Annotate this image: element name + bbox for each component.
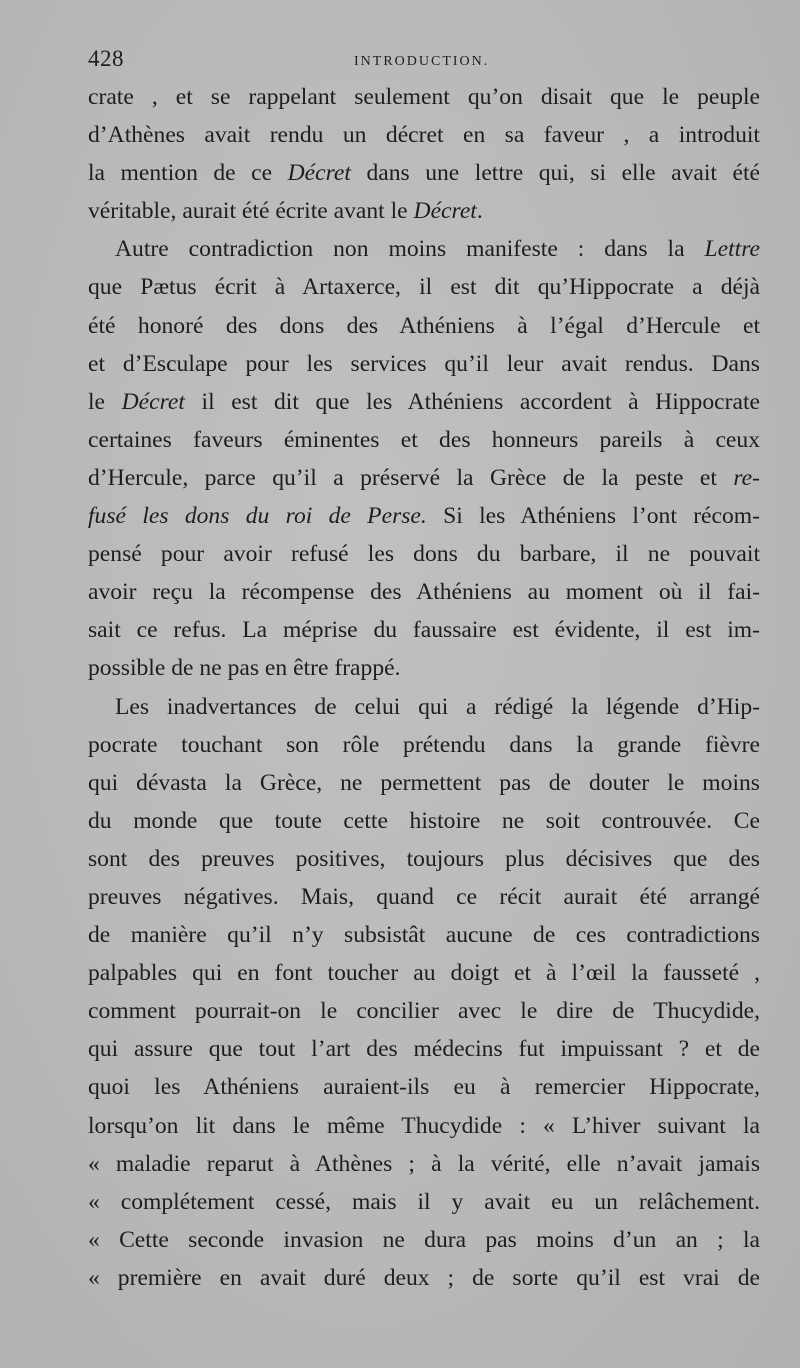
text-line: crate , et se rappelant seulement qu’on disait que le peuple [88, 84, 760, 110]
text-line: « maladie reparut à Athènes ; à la vérité, elle n’avait jamais [88, 1150, 760, 1177]
text-line: pensé pour avoir refusé les dons du barbare, il ne pouvait [88, 541, 760, 568]
text-line: lorsqu’on lit dans le même Thucydide : « L’hiver suivant la [88, 1112, 760, 1139]
text-line: d’Hercule, parce qu’il a préservé la Grèce de la peste et re- [88, 464, 760, 491]
text-line: du monde que toute cette histoire ne soit controuvée. Ce [88, 807, 760, 834]
text-line: pocrate touchant son rôle prétendu dans la grande fièvre [88, 731, 760, 758]
text-line: que Pætus écrit à Artaxerce, il est dit qu’Hippocrate a déjà [88, 274, 760, 301]
text-line: « complétement cessé, mais il y avait eu un relâchement. [88, 1188, 760, 1215]
text-line: palpables qui en font toucher au doigt et à l’œil la fausseté , [88, 960, 760, 987]
text-line: Les inadvertances de celui qui a rédigé la légende d’Hip- [115, 693, 760, 720]
text-line: preuves négatives. Mais, quand ce récit aurait été arrangé [88, 883, 760, 910]
italic-term: Décret [287, 160, 351, 187]
text-line: la mention de ce Décret dans une lettre qui, si elle avait été [88, 160, 760, 187]
italic-term: Décret [413, 198, 477, 225]
text-line: et d’Esculape pour les services qu’il leur avait rendus. Dans [88, 350, 760, 377]
text-line: fusé les dons du roi de Perse. Si les Athéniens l’ont récom- [88, 503, 760, 530]
text-line: quoi les Athéniens auraient-ils eu à remercier Hippocrate, [88, 1074, 760, 1101]
text-line: été honoré des dons des Athéniens à l’égal d’Hercule et [88, 312, 760, 339]
italic-term: Décret [121, 388, 185, 415]
running-head: INTRODUCTION. [354, 54, 490, 69]
text-line: d’Athènes avait rendu un décret en sa faveur , a introduit [88, 122, 760, 149]
body-text [88, 78, 760, 1297]
text-line: Autre contradiction non moins manifeste : dans la Lettre [115, 236, 760, 263]
text-line: sont des preuves positives, toujours plus décisives que des [88, 845, 760, 872]
text-line: le Décret il est dit que les Athéniens accordent à Hippocrate [88, 388, 760, 415]
text-line: possible de ne pas en être frappé. [88, 655, 401, 682]
italic-term: fusé les dons du roi de Perse. [88, 503, 427, 530]
text-line: véritable, aurait été écrite avant le Décret. [88, 198, 483, 225]
italic-term: re- [733, 464, 760, 491]
italic-term: Lettre [704, 236, 760, 263]
page-number: 428 [88, 46, 124, 71]
text-line: « première en avait duré deux ; de sorte qu’il est vrai de [88, 1264, 760, 1291]
text-line: sait ce refus. La méprise du faussaire est évidente, il est im- [88, 617, 760, 644]
text-line: avoir reçu la récompense des Athéniens au moment où il fai- [88, 579, 760, 606]
text-line: qui assure que tout l’art des médecins fut impuissant ? et de [88, 1036, 760, 1063]
page-header [88, 42, 760, 76]
text-line: de manière qu’il n’y subsistât aucune de ces contradictions [88, 922, 760, 949]
text-line: certaines faveurs éminentes et des honneurs pareils à ceux [88, 426, 760, 453]
text-line: comment pourrait-on le concilier avec le dire de Thucydide, [88, 998, 760, 1025]
text-line: « Cette seconde invasion ne dura pas moins d’un an ; la [88, 1226, 760, 1253]
text-line: qui dévasta la Grèce, ne permettent pas de douter le moins [88, 769, 760, 796]
